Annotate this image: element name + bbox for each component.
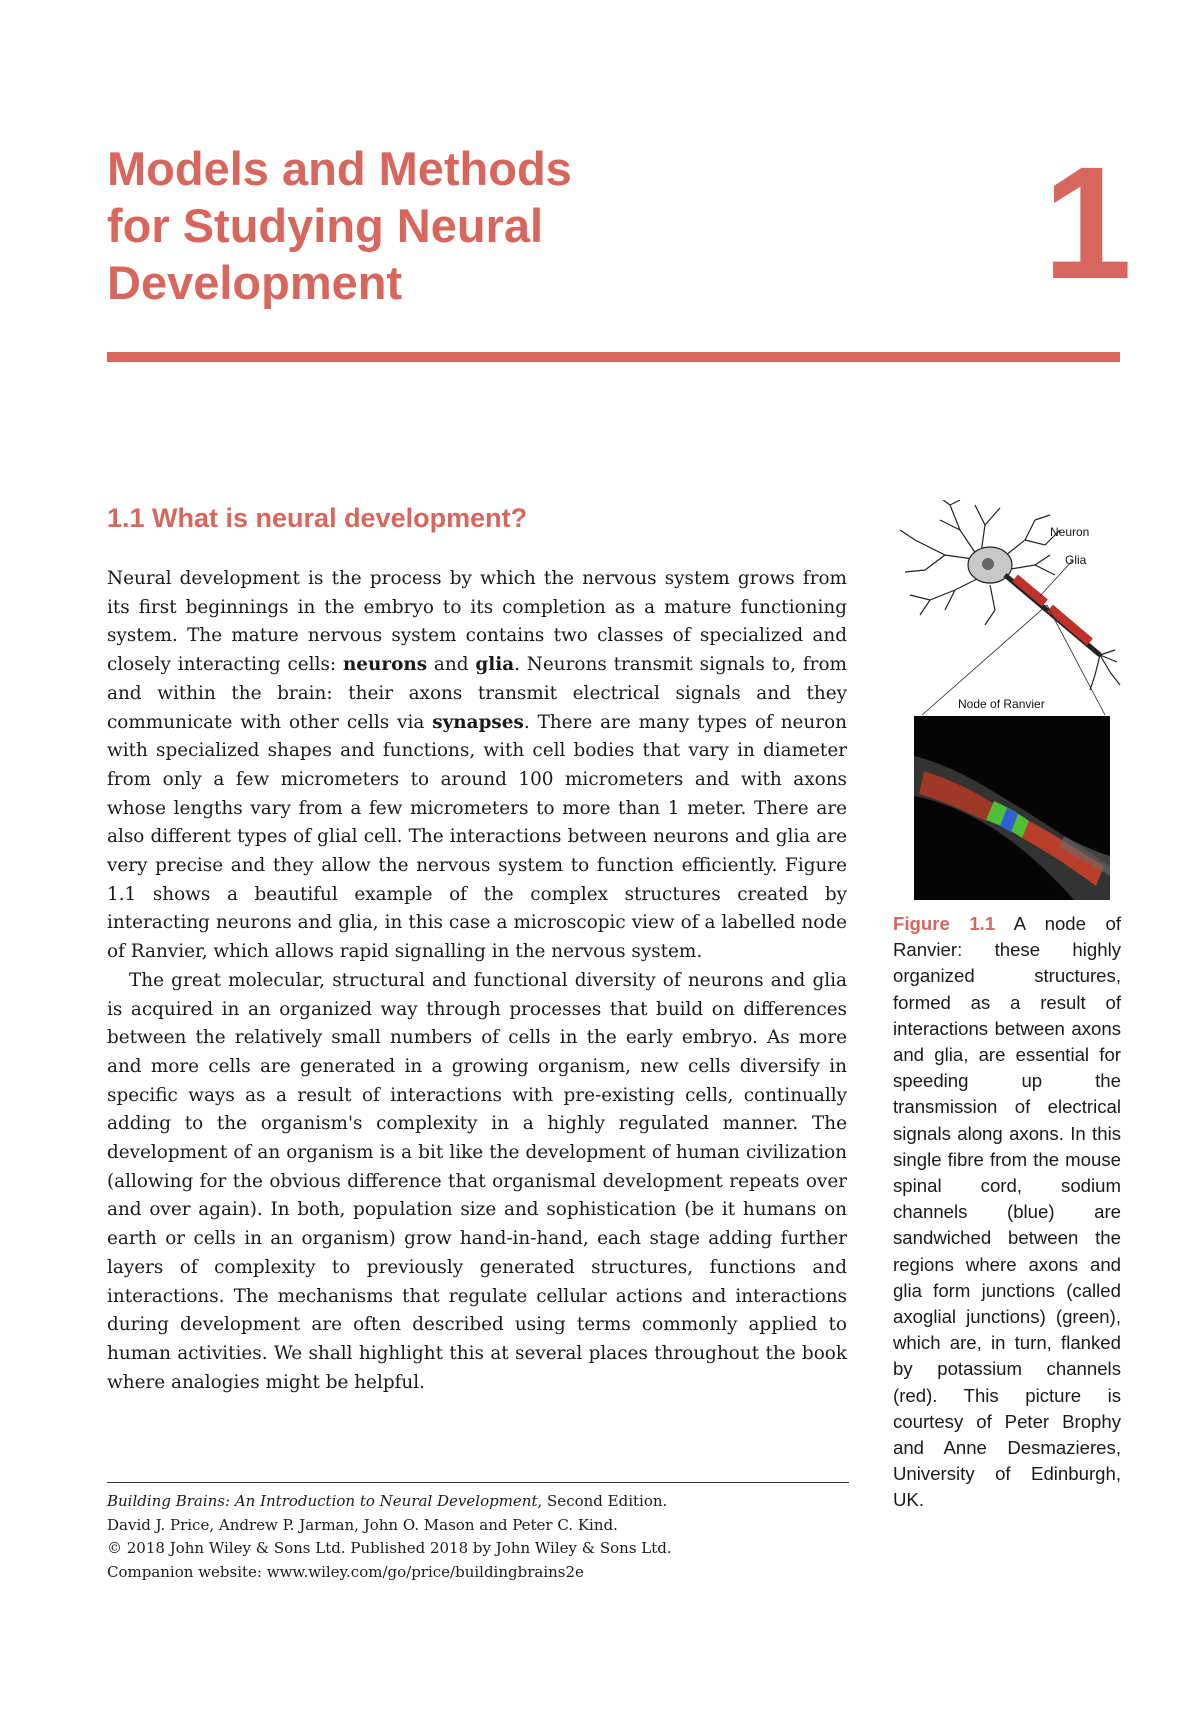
footnote <box>107 1490 849 1584</box>
neuron-diagram <box>885 500 1125 720</box>
term-glia: glia <box>475 654 515 676</box>
label-neuron: Neuron <box>1050 525 1090 539</box>
book-edition: , Second Edition. <box>537 1492 668 1510</box>
p1-text-and: and <box>427 654 476 676</box>
footnote-website: Companion website: www.wiley.com/go/price/buildingbrains2e <box>107 1562 584 1581</box>
chapter-title-line-3: Development <box>107 256 403 309</box>
axon-terminals <box>1090 650 1120 690</box>
neuron-nucleus <box>982 558 994 570</box>
chapter-divider <box>107 352 1120 362</box>
footnote-authors: David J. Price, Andrew P. Jarman, John O. Mason and Peter C. Kind. <box>107 1515 618 1534</box>
chapter-title-line-1: Models and Methods <box>107 142 572 195</box>
book-title: Building Brains: An Introduction to Neural Development <box>107 1492 538 1510</box>
p1-text-b: . Neurons transmit signals to, from and within the brain: their axons transmit electrical signals and they communicate with other cells via <box>107 654 847 733</box>
figure-caption <box>893 911 1121 1514</box>
section-heading: 1.1 What is neural development? <box>107 503 528 533</box>
microscopy-graphic <box>914 716 1110 900</box>
glia-sheath-2 <box>1050 608 1090 642</box>
p1-text-c: . There are many types of neuron with specialized shapes and functions, with cell bodies that vary in diameter from only a few micrometers to around 100 micrometers and with axons whose lengths vary from a few micrometers to more than 1 meter. There are also different types of glial cell. The interactions between neurons and glia are very precise and they allow the nervous system to function efficiently. Figure 1.1 shows a beautiful example of the complex structures created by interacting neurons and glia, in this case a microscopic view of a labelled node of Ranvier, which allows rapid signalling in the nervous system. <box>107 711 847 963</box>
microscopy-image <box>914 716 1110 900</box>
footnote-line-1 <box>107 1490 849 1514</box>
chapter-title-line-2: for Studying Neural <box>107 199 544 252</box>
footnote-copyright: © 2018 John Wiley & Sons Ltd. Published 2018 by John Wiley & Sons Ltd. <box>107 1539 672 1557</box>
figure-label: Figure 1.1 <box>893 913 996 934</box>
term-synapses: synapses <box>432 711 524 733</box>
p1-text-a: Neural development is the process by which the nervous system grows from its first beginnings in the embryo to its completion as a mature functioning system. The mature nervous system contains two classes of specialized and closely interacting cells: <box>107 568 847 676</box>
label-glia: Glia <box>1065 553 1087 567</box>
footnote-divider <box>107 1482 849 1483</box>
zoom-line-right <box>1047 605 1105 715</box>
paragraph-2: The great molecular, structural and functional diversity of neurons and glia is acquired in an organized way through processes that build on differences between the relatively small numbers of cells in the early embryo. As more and more cells are generated in a growing organism, new cells diversify in specific ways as a result of interactions with pre-existing cells, continually adding to the organism's complexity in a highly regulated manner. The development of an organism is a bit like the development of human civilization (allowing for the obvious difference that organismal development repeats over and over again). In both, population size and sophistication (be it humans on earth or cells in an organism) grow hand-in-hand, each stage adding further layers of complexity to previously generated structures, functions and interactions. The mechanisms that regulate cellular actions and interactions during development are often described using terms commonly applied to human activities. We shall highlight this at several places throughout the book where analogies might be helpful. <box>107 969 847 1393</box>
label-node-of-ranvier: Node of Ranvier <box>958 697 1045 711</box>
paragraph-1 <box>107 565 847 967</box>
figure-caption-text: A node of Ranvier: these highly organized structures, formed as a result of interactions between axons and glia, are essential for speeding up the transmission of electrical signals along axons. In this single fibre from the mouse spinal cord, sodium channels (blue) are sandwiched between the regions where axons and glia form junctions (called axoglial junctions) (green), which are, in turn, flanked by potassium channels (red). This picture is courtesy of Peter Brophy and Anne Desmazieres, University of Edinburgh, UK. <box>893 913 1121 1511</box>
chapter-title <box>107 140 707 311</box>
term-neurons: neurons <box>342 654 428 676</box>
chapter-number: 1 <box>1043 133 1132 312</box>
body-text <box>107 565 847 1397</box>
